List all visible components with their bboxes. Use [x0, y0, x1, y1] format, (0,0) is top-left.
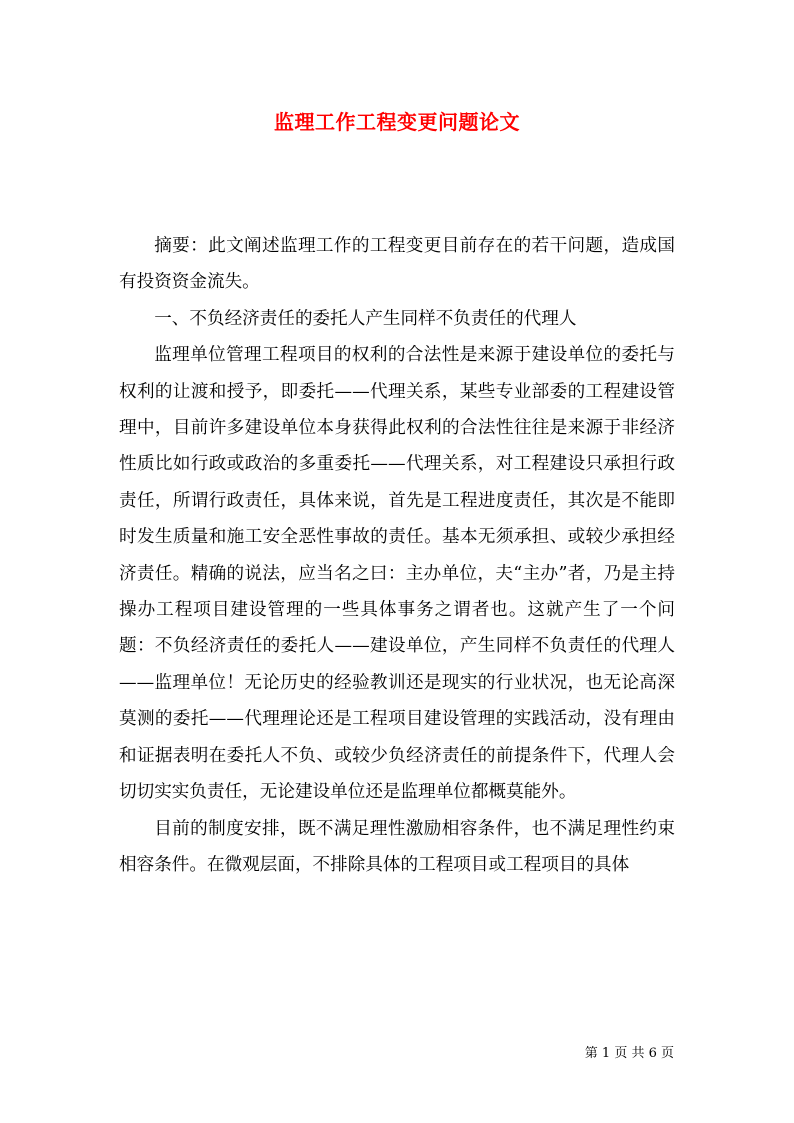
document-body [119, 228, 675, 883]
document-title: 监理工作工程变更问题论文 [274, 110, 520, 134]
body-paragraph: 监理单位管理工程项目的权利的合法性是来源于建设单位的委托与权利的让渡和授予，即委托——代理关系，某些专业部委的工程建设管理中，目前许多建设单位本身获得此权利的合法性往往是来源于非经济性质比如行政或政治的多重委托——代理关系，对工程建设只承担行政责任，所谓行政责任，具体来说，首先是工程进度责任，其次是不能即时发生质量和施工安全恶性事故的责任。基本无须承担、或较少承担经济责任。精确的说法，应当名之曰：主办单位，夫“主办”者，乃是主持操办工程项目建设管理的一些具体事务之谓者也。这就产生了一个问题：不负经济责任的委托人——建设单位，产生同样不负责任的代理人——监理单位！无论历史的经验教训还是现实的行业状况，也无论高深莫测的委托——代理理论还是工程项目建设管理的实践活动，没有理由和证据表明在委托人不负、或较少负经济责任的前提条件下，代理人会切切实实负责任，无论建设单位还是监理单位都概莫能外。 [119, 345, 675, 803]
page-number-label: 第 1 页 共 6 页 [584, 1046, 674, 1061]
abstract-paragraph: 摘要：此文阐述监理工作的工程变更目前存在的若干问题，造成国有投资资金流失。 [119, 236, 675, 293]
body-paragraph: 目前的制度安排，既不满足理性激励相容条件，也不满足理性约束相容条件。在微观层面，不排除具体的工程项目或工程项目的具体 [119, 818, 675, 875]
page-footer [583, 1042, 676, 1061]
section-heading: 一、不负经济责任的委托人产生同样不负责任的代理人 [154, 308, 577, 329]
